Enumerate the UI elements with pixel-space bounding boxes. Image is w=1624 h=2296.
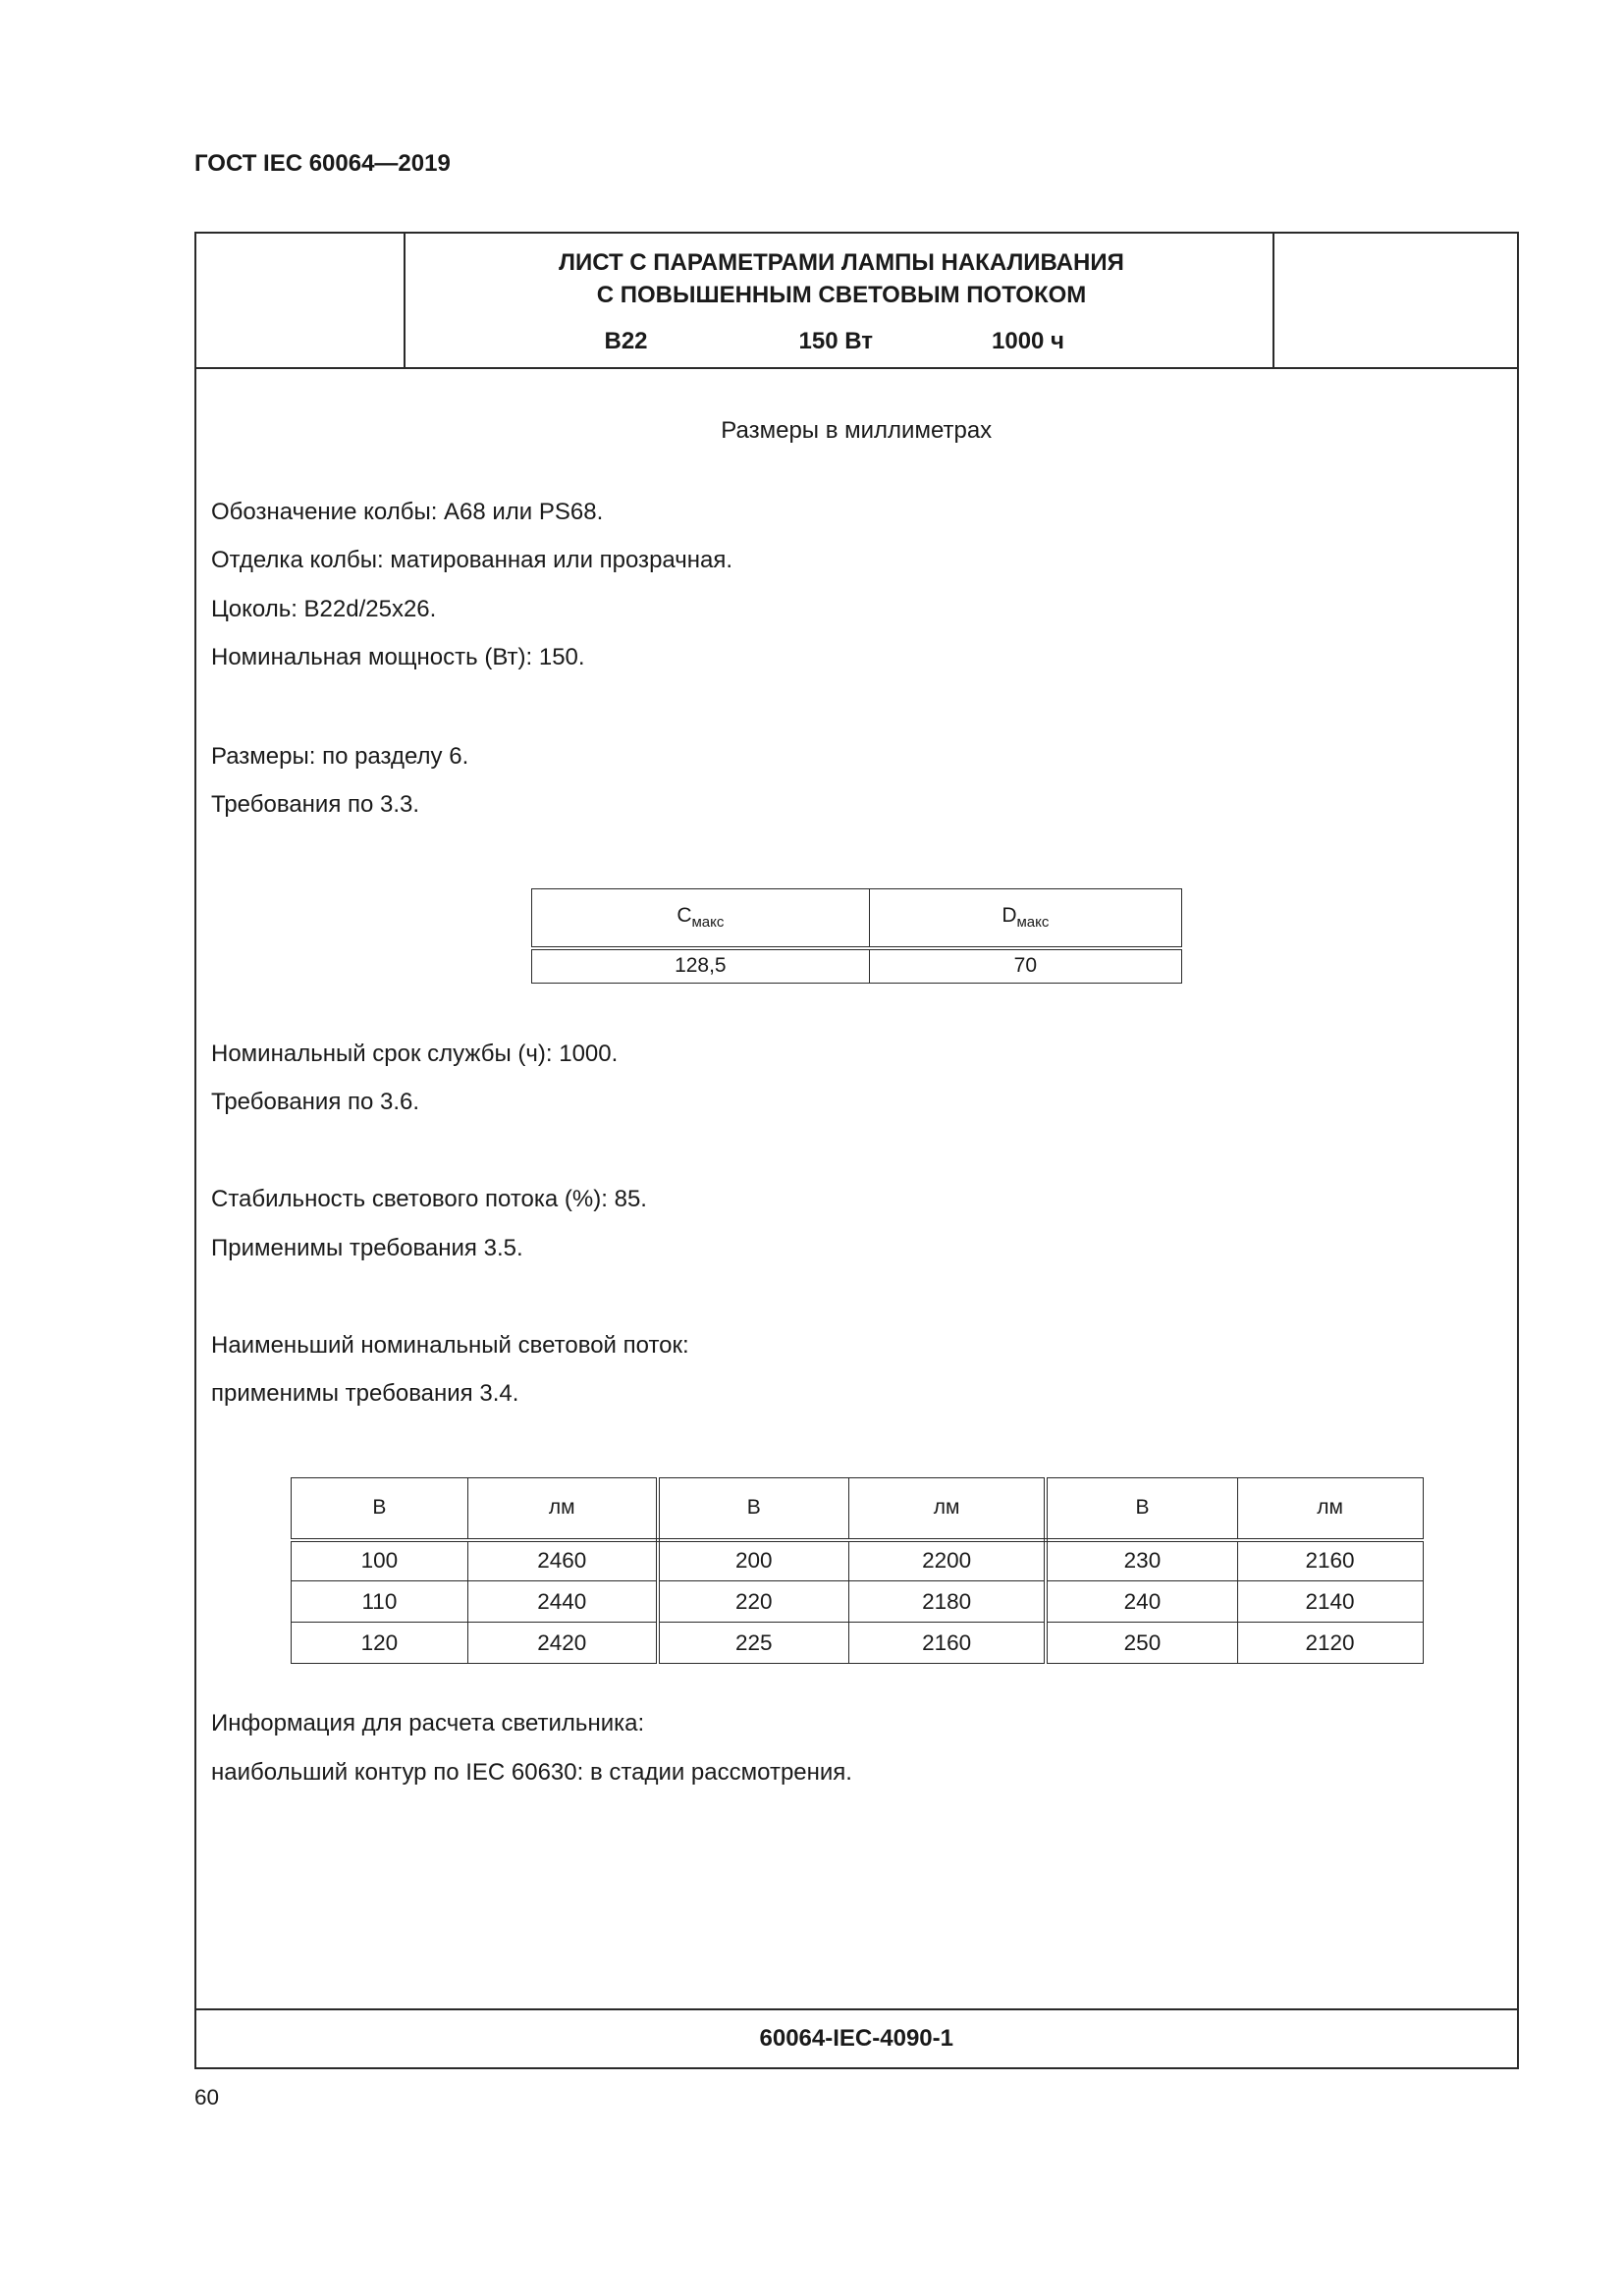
c-max-header: $C_{макс}$ (531, 889, 870, 948)
title-block-right-cell (1272, 234, 1517, 369)
title-block-left-cell (196, 234, 406, 369)
table-row (531, 948, 1181, 984)
bulb-designation: Обозначение колбы: A68 или PS68. (211, 498, 604, 525)
table-cell: 2140 (1237, 1581, 1423, 1623)
min-luminous-flux: Наименьший номинальный световой поток: (211, 1331, 689, 1359)
sheet-title-line-1: ЛИСТ С ПАРАМЕТРАМИ ЛАМПЫ НАКАЛИВАНИЯ (559, 249, 1124, 276)
sheet-title-line-2: С ПОВЫШЕННЫМ СВЕТОВЫМ ПОТОКОМ (596, 282, 1087, 308)
sheet-parameters (407, 328, 1276, 357)
voltage-header: В (1046, 1478, 1237, 1540)
lumen-header: лм (848, 1478, 1046, 1540)
standard-header: ГОСТ IEC 60064—2019 (194, 150, 451, 177)
table-row (292, 1540, 1424, 1581)
rated-wattage: Номинальная мощность (Вт): 150. (211, 644, 585, 670)
table-cell: 2440 (467, 1581, 657, 1623)
param-life: 1000 ч (992, 327, 1064, 354)
flux-requirements: применимы требования 3.4. (211, 1380, 519, 1407)
lumen-header: лм (1237, 1478, 1423, 1540)
voltage-header: В (292, 1478, 468, 1540)
units-note: Размеры в миллиметрах (721, 417, 993, 444)
c-max-value: 128,5 (531, 948, 870, 984)
table-cell: 220 (658, 1581, 849, 1623)
table-cell: 2160 (1237, 1540, 1423, 1581)
table-cell: 2120 (1237, 1623, 1423, 1664)
table-cell: 100 (292, 1540, 468, 1581)
table-cell: 2160 (848, 1623, 1046, 1664)
lumen-maintenance-requirements: Применимы требования 3.5. (211, 1234, 523, 1261)
table-cell: 240 (1046, 1581, 1237, 1623)
title-block-center-cell (407, 234, 1276, 369)
dimensions-table (531, 888, 1182, 984)
table-row (292, 1581, 1424, 1623)
table-cell: 110 (292, 1581, 468, 1623)
sheet-code: 60064-IEC-4090-1 (196, 2008, 1517, 2067)
d-max-header: $D_{макс}$ (870, 889, 1181, 948)
table-header-row (531, 889, 1181, 948)
luminaire-info: Информация для расчета светильника: (211, 1710, 645, 1736)
table-header-row (292, 1478, 1424, 1540)
lamp-cap: Цоколь: B22d/25x26. (211, 595, 437, 622)
table-cell: 2460 (467, 1540, 657, 1581)
page-number: 60 (194, 2085, 220, 2109)
param-power: 150 Вт (798, 327, 873, 354)
data-sheet-frame (194, 232, 1519, 2069)
voltage-header: В (658, 1478, 849, 1540)
lumen-header: лм (467, 1478, 657, 1540)
dimensions-ref: Размеры: по разделу 6. (211, 742, 469, 770)
table-cell: 120 (292, 1623, 468, 1664)
rated-life: Номинальный срок службы (ч): 1000. (211, 1040, 619, 1067)
d-max-value: 70 (870, 948, 1181, 984)
table-cell: 2200 (848, 1540, 1046, 1581)
table-cell: 225 (658, 1623, 849, 1664)
dimensions-requirements: Требования по 3.3. (211, 791, 420, 818)
life-requirements: Требования по 3.6. (211, 1089, 420, 1115)
table-cell: 230 (1046, 1540, 1237, 1581)
sheet-title-block (196, 234, 1517, 369)
table-cell: 2420 (467, 1623, 657, 1664)
table-cell: 2180 (848, 1581, 1046, 1623)
bulb-finish: Отделка колбы: матированная или прозрачная. (211, 547, 732, 573)
lumen-maintenance: Стабильность светового потока (%): 85. (211, 1186, 647, 1212)
table-cell: 250 (1046, 1623, 1237, 1664)
luminous-flux-table (291, 1477, 1424, 1664)
table-cell: 200 (658, 1540, 849, 1581)
param-cap: B22 (604, 327, 648, 354)
table-row (292, 1623, 1424, 1664)
max-outline: наибольший контур по IEC 60630: в стадии рассмотрения. (211, 1758, 852, 1786)
